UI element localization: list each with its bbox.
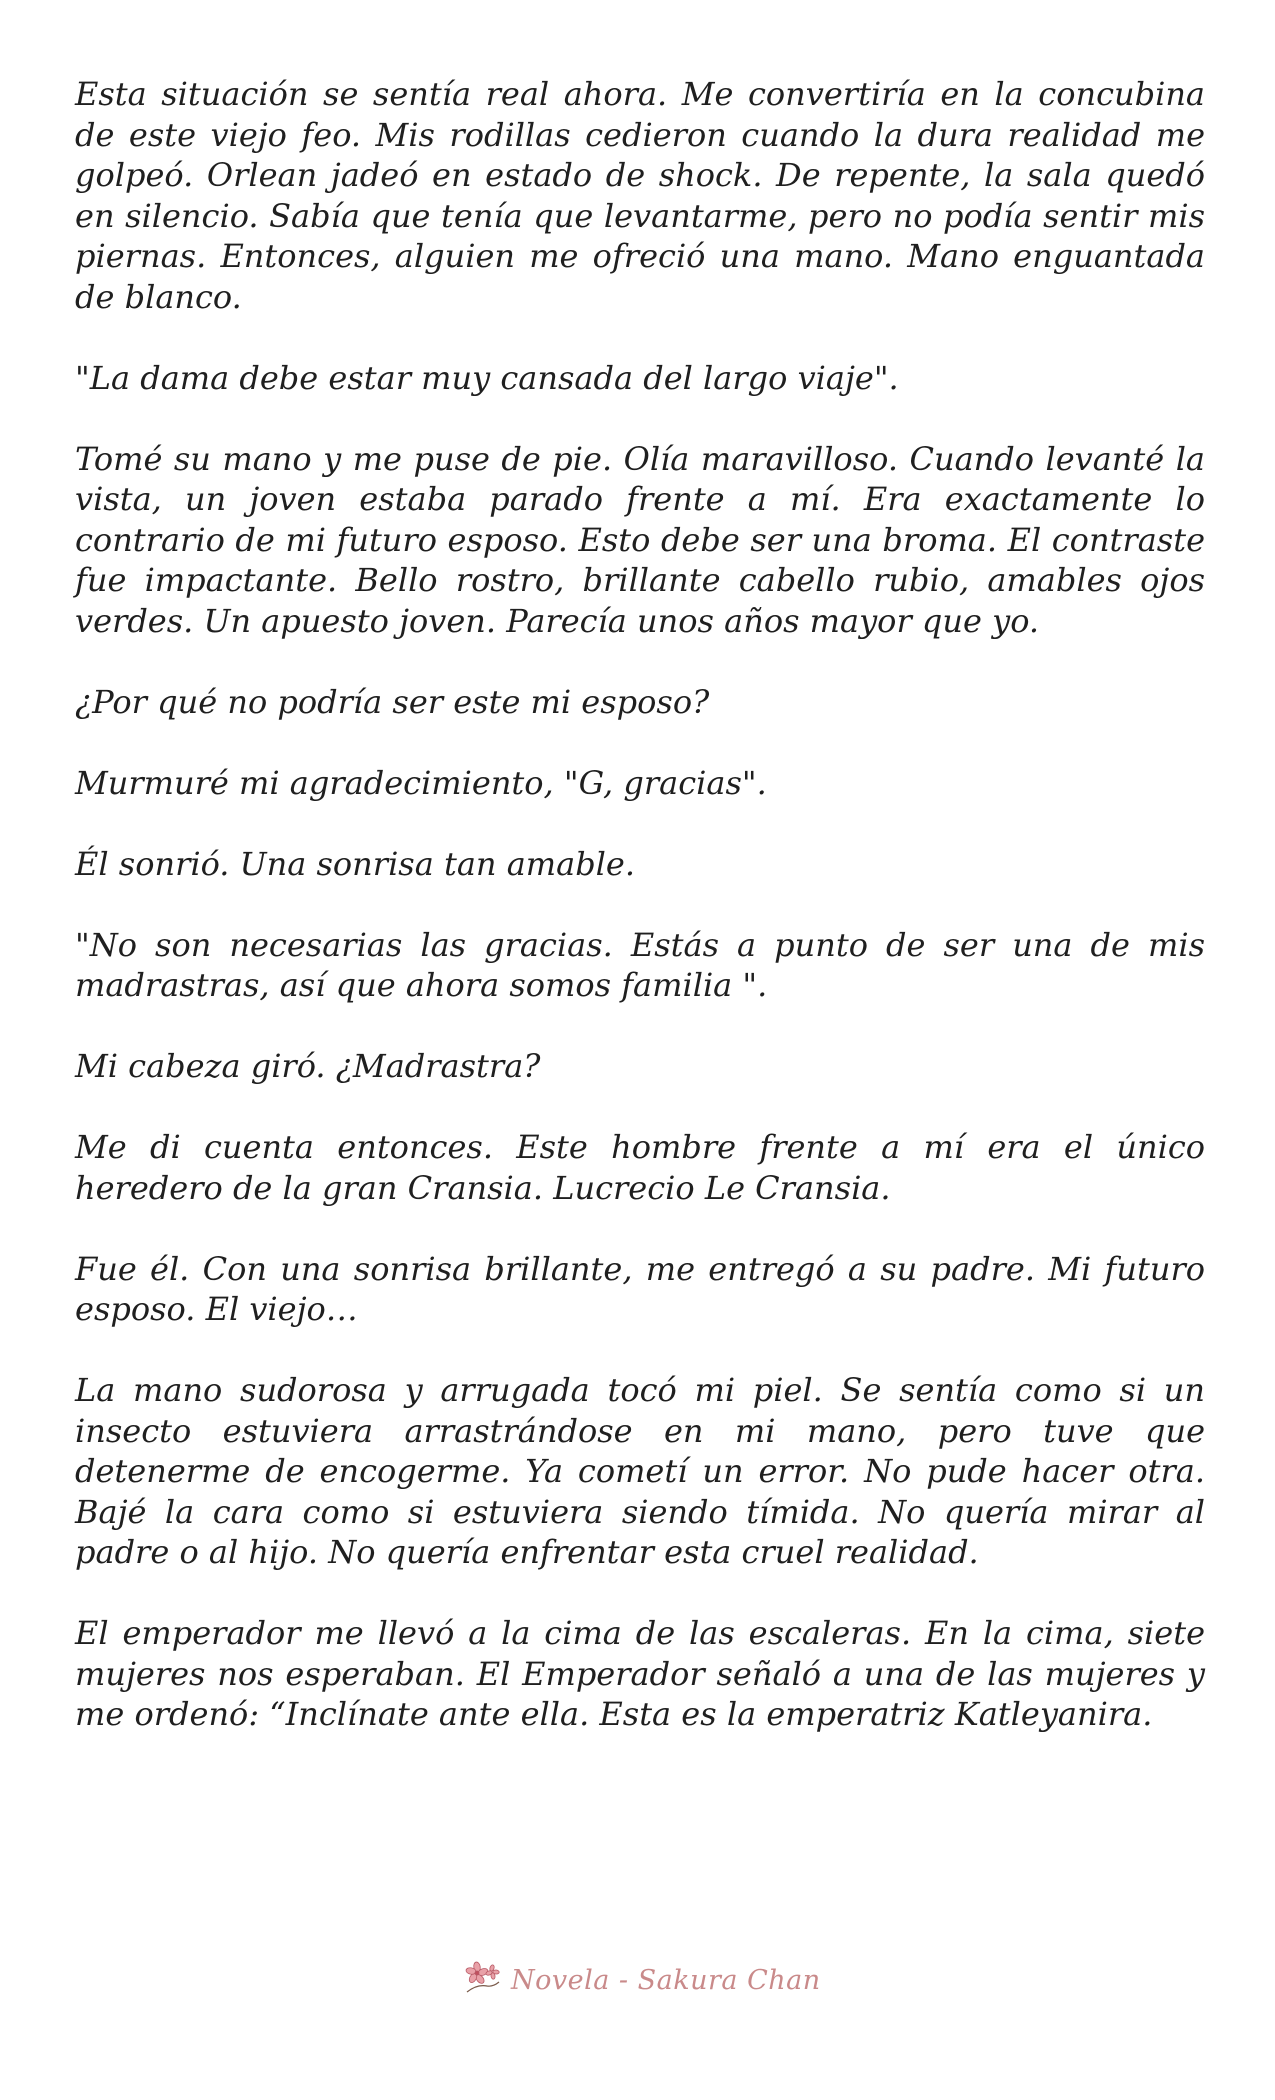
- paragraph: Fue él. Con una sonrisa brillante, me entregó a su padre. Mi futuro esposo. El viejo…: [75, 1249, 1205, 1328]
- paragraph: "No son necesarias las gracias. Estás a punto de ser una de mis madrastras, así que ahora somos familia ".: [75, 925, 1205, 1004]
- footer-watermark: [463, 1958, 821, 2002]
- paragraph: "La dama debe estar muy cansada del largo viaje".: [75, 358, 899, 397]
- paragraph: Murmuré mi agradecimiento, "G, gracias".: [75, 763, 767, 802]
- document-body: [75, 74, 1205, 1775]
- sakura-flower-icon: [463, 1958, 503, 2003]
- footer-text: Novela - Sakura Chan: [511, 1964, 821, 1996]
- paragraph: Mi cabeza giró. ¿Madrastra?: [75, 1047, 541, 1085]
- paragraph: La mano sudorosa y arrugada tocó mi piel. Se sentía como si un insecto estuviera arrastrándose en mi mano, pero tuve que detenerme de encogerme. Ya cometí un error. No pude hacer otra. Bajé la cara como si estuviera siendo tímida. No quería mirar al padre o al hijo. No quería enfrentar esta cruel realidad.: [75, 1371, 1205, 1571]
- paragraph: Esta situación se sentía real ahora. Me convertiría en la concubina de este viejo feo. Mis rodillas cedieron cuando la dura realidad me golpeó. Orlean jadeó en estado de shock. De repente, la sala quedó en silencio. Sabía que tenía que levantarme, pero no podía sentir mis piernas. Entonces, alguien me ofreció una mano. Mano enguantada de blanco.: [75, 75, 1205, 316]
- paragraph: Él sonrió. Una sonrisa tan amable.: [75, 844, 636, 883]
- paragraph: Me di cuenta entonces. Este hombre frente a mí era el único heredero de la gran Cransia. Lucrecio Le Cransia.: [75, 1128, 1205, 1207]
- paragraph: ¿Por qué no podría ser este mi esposo?: [75, 682, 710, 721]
- paragraph: Tomé su mano y me puse de pie. Olía maravilloso. Cuando levanté la vista, un joven estaba parado frente a mí. Era exactamente lo contrario de mi futuro esposo. Esto debe ser una broma. El contraste fue impactante. Bello rostro, brillante cabello rubio, amables ojos verdes. Un apuesto joven. Parecía unos años mayor que yo.: [75, 439, 1205, 640]
- paragraph: El emperador me llevó a la cima de las escaleras. En la cima, siete mujeres nos esperaban. El Emperador señaló a una de las mujeres y me ordenó: “Inclínate ante ella. Esta es la emperatriz Katleyanira.: [75, 1614, 1205, 1733]
